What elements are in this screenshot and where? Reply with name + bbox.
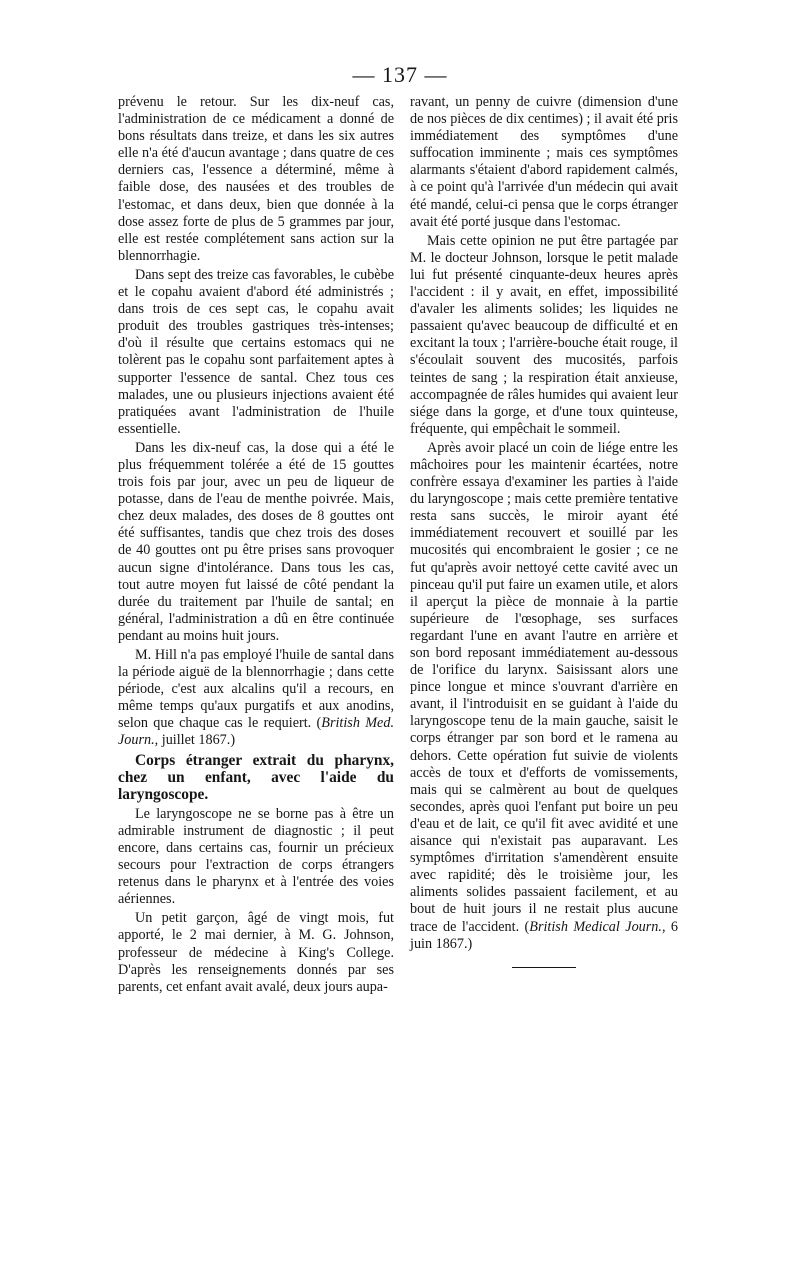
citation-date: , 6 juin 1867.) <box>410 918 679 952</box>
paragraph-continued: prévenu le retour. Sur les dix-neuf cas, l'administration de ce médicament a donné de bons résultats dans treize, et dans les six autres elle n'a été d'aucun avantage ; dans quatre de ces derniers cas, l'essence a déterminé, même à faible dose, des nausées et des troubles de l'estomac, et dans deux, bien que donnée à la dose assez forte de plus de 5 grammes par jour, elle est restée complétement sans action sur la blennorrhagie. <box>118 94 394 264</box>
paragraph: Dans les dix-neuf cas, la dose qui a été le plus fréquemment tolérée a été de 15 gouttes trois fois par jour, avec un peu de liqueur de potasse, dans de l'eau de menthe poivrée. Mais, chez deux malades, des doses de 8 gouttes ont été suffisantes, tandis que chez trois des doses de 40 gouttes ont pu être prises sans provoquer aucun signe d'intolérance. Dans tous les cas, tout autre moyen fut laissé de côté pendant la durée du traitement par l'huile de santal; en général, l'administration a dû en être continuée pendant au moins huit jours. <box>118 439 394 644</box>
paragraph-text: Après avoir placé un coin de liége entre les mâchoires pour les maintenir écartées, notre confrère essaya d'examiner les parties à l'aide du laryngoscope ; mais cette première tentative resta sans succès, le miroir ayant été immédiatement recouvert et souillé par les mucosités qui encombraient le gosier ; ce ne fut qu'après avoir nettoyé cette cavité avec un pinceau qu'il put faire un examen utile, et alors il aperçut la pièce de monnaie à la partie supérieure de l'œsophage, ses surfaces regardant l'une en avant l'autre en arrière et son bord reposant immédiatement au-dessous de l'orifice du larynx. Saisissant alors une pince longue et mince s'ouvrant d'arrière en avant, il l'introduisit en se guidant à l'aide du laryngoscope tenu de la main gauche, saisit le corps étranger par son bord et le ramena au dehors. Cette opération fut suivie de violents accès de toux et d'efforts de vomissements, mais qui se calmèrent au bout de quelques secondes, après quoi l'enfant put boire un peu d'eau et de lait, ce qu'il fit avec avidité et une aisance qui n'existait pas auparavant. Les symptômes d'irritation s'amendèrent ensuite avec rapidité; dès le troisième jour, les aliments solides passaient facilement, et au bout de huit jours il ne restait plus aucune trace de l'accident. ( <box>410 439 678 935</box>
paragraph: Mais cette opinion ne put être partagée par M. le docteur Johnson, lorsque le petit malade lui fut présenté cinquante-deux heures après l'accident : il y avait, en effet, impossibilité d'avaler les aliments solides; les liquides ne passaient qu'avec beaucoup de difficulté et en excitant la toux ; l'arrière-bouche était rouge, il s'écoulait souvent des mucosités, parfois teintes de sang ; la respiration était anxieuse, accompagnée de râles humides qui avaient leur siége dans la gorge, et d'une toux quinteuse, fréquente, qui empêchait le sommeil. <box>410 232 678 437</box>
left-column <box>118 94 394 996</box>
right-column <box>410 94 678 968</box>
citation-date: , juillet 1867.) <box>154 732 236 749</box>
paragraph-with-citation <box>410 440 678 953</box>
paragraph-with-citation <box>118 647 394 750</box>
end-rule <box>512 967 576 968</box>
paragraph-text: M. Hill n'a pas employé l'huile de santal dans la période aiguë de la blennorrhagie ; dans cette période, c'est aux alcalins qu'il a recours, en même temps qu'aux purgatifs et aux anodins, selon que chaque cas le requiert. ( <box>118 647 394 732</box>
paragraph: Un petit garçon, âgé de vingt mois, fut apporté, le 2 mai dernier, à M. G. Johnson, professeur de médecine à King's College. D'après les renseignements donnés par ses parents, cet enfant avait avalé, deux jours aupa- <box>118 910 394 995</box>
paragraph: Dans sept des treize cas favorables, le cubèbe et le copahu avaient d'abord été administrés ; dans trois de ces sept cas, le copahu avait produit des troubles gastriques très-intenses; d'où il résulte que certains estomacs qui ne tolèrent pas le copahu sont parfaitement aptes à supporter l'essence de santal. Chez tous ces malades, une ou plusieurs injections avaient été pratiquées avant l'administration de l'huile essentielle. <box>118 266 394 437</box>
paragraph: Le laryngoscope ne se borne pas à être un admirable instrument de diagnostic ; il peut encore, dans certains cas, fournir un précieux secours pour l'extraction de corps étrangers retenus dans le pharynx et à l'entrée des voies aériennes. <box>118 805 394 908</box>
page-number: — 137 — <box>352 62 448 87</box>
paragraph-continued: ravant, un penny de cuivre (dimension d'une de nos pièces de dix centimes) ; il avait été pris immédiatement des symptômes d'une suffocation imminente ; mais ces symptômes alarmants s'étaient d'abord rapidement calmés, à ce point qu'à l'arrivée d'un médecin qui avait été mandé, celui-ci pensa que le corps étranger avait été porté jusque dans l'estomac. <box>410 94 678 230</box>
article-heading: Corps étranger extrait du pharynx, chez un enfant, avec l'aide du laryngoscope. <box>118 751 394 804</box>
citation-source: British Medical Journ. <box>529 918 662 935</box>
citation-source: British Med. Journ. <box>118 715 394 749</box>
